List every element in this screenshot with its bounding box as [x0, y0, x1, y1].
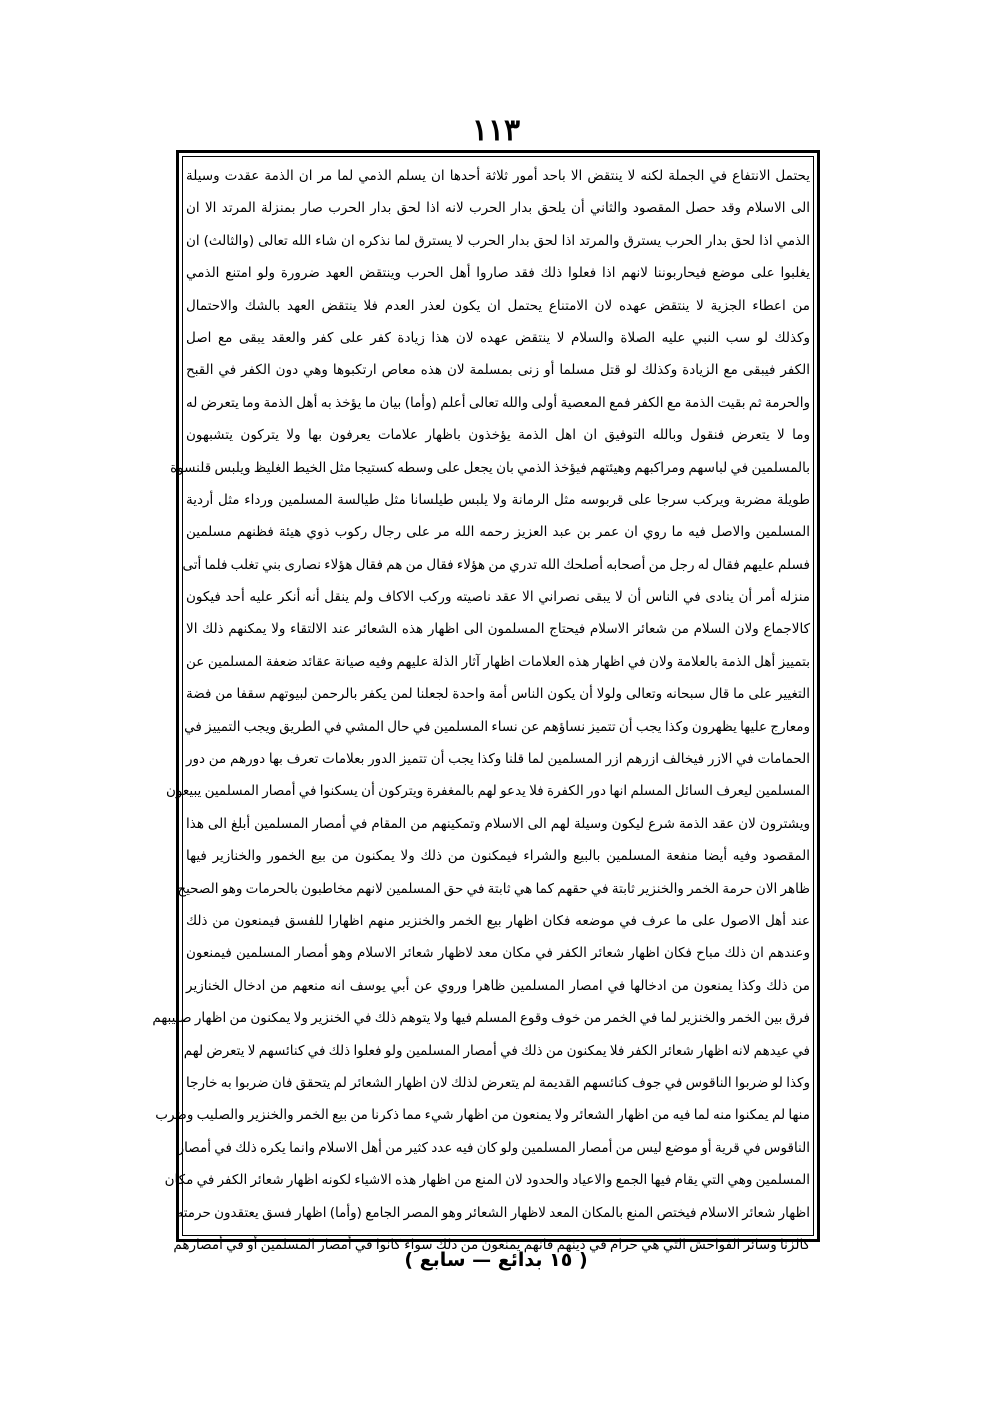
text-line: يحتمل الانتفاع في الجملة لكنه لا ينتقض الا باحد أمور ثلاثة أحدها ان يسلم الذمي لما مر ان الذمة عقدت وسيلة	[186, 168, 810, 184]
text-line: الناقوس في قرية أو موضع ليس من أمصار المسلمين ولو كان فيه عدد كثير من أهل الاسلام وانما يكره ذلك في أمصار	[177, 1139, 810, 1156]
text-line: والحرمة ثم بقيت الذمة مع الكفر فمع المعصية أولى والله تعالى أعلم (وأما) بيان ما يؤخذ به أهل الذمة وما يتعرض له	[186, 394, 810, 411]
text-line: بتمييز أهل الذمة بالعلامة ولان في اظهار هذه العلامات اظهار آثار الذلة عليهم وفيه صيانة عقائد ضعفة المسلمين عن	[186, 653, 810, 670]
text-line: الذمي اذا لحق بدار الحرب يسترق والمرتد اذا لحق بدار الحرب لا يسترق لما نذكره ان شاء الله تعالى (والثالث) ان	[186, 232, 810, 249]
footer-signature: ( ١٥ بدائع — سابع )	[404, 1249, 588, 1271]
text-line: يغلبوا على موضع فيحاربوننا لانهم اذا فعلوا ذلك فقد صاروا أهل الحرب وينتقض العهد ضرورة ولو امتنع الذمي	[186, 265, 810, 282]
text-line: كالاجماع ولان السلام من شعائر الاسلام فيحتاج المسلمون الى اظهار هذه الشعائر عند الالتقاء ولا يمكنهم ذلك الا	[186, 621, 810, 638]
text-line: المقصود وفيه أيضا منفعة المسلمين بالبيع والشراء فيمكنون من ذلك ولا يمكنون من بيع الخمور والخنازير فيها	[186, 848, 810, 865]
text-line: في عيدهم لانه اظهار شعائر الكفر فلا يمكنون من ذلك في أمصار المسلمين ولو فعلوا ذلك في كنائسهم لا يتعرض لهم	[183, 1042, 810, 1059]
text-line: ويشترون لان عقد الذمة شرع ليكون وسيلة لهم الى الاسلام وتمكينهم من المقام في أمصار المسلمين أبلغ الى هذا	[186, 815, 810, 832]
text-line: الكفر فيبقى مع الزيادة وكذلك لو قتل مسلما أو زنى بمسلمة لان هذه معاص ارتكبوها وهي دون الكفر في القبح	[186, 362, 810, 379]
page-number: ١١٣	[471, 113, 521, 148]
text-line: بالمسلمين في لباسهم ومراكبهم وهيئتهم فيؤخذ الذمي بان يجعل على وسطه كستيجا مثل الخيط الغليظ ويلبس قلنسوة	[170, 459, 810, 476]
text-line: فرق بين الخمر والخنزير لما في الخمر من خوف وقوع المسلم فيها ولا يتوهم ذلك في الخنزير ولا يمكنون من اظهار صليبهم	[152, 1010, 810, 1027]
text-line: المسلمين والاصل فيه ما روي ان عمر بن عبد العزيز رحمه الله مر على رجال ركوب ذوي هيئة فظنهم مسلمين	[186, 524, 810, 541]
text-line: طويلة مضربة ويركب سرجا على قربوسه مثل الرمانة ولا يلبس طيلسانا مثل طيالسة المسلمين ورداء مثل أردية	[186, 491, 810, 508]
text-line: اظهار شعائر الاسلام فيختص المنع بالمكان المعد لاظهار الشعائر وهو المصر الجامع (وأما) اظهار فسق يعتقدون حرمته	[176, 1204, 810, 1221]
text-line: ومعارج عليها يظهرون وكذا يجب أن تتميز نساؤهم عن نساء المسلمين في حال المشي في الطريق ويجب التمييز في	[184, 718, 810, 735]
main-text-body	[152, 160, 810, 1253]
text-line: فسلم عليهم فقال له رجل من أصحابه أصلحك الله تدري من هؤلاء فقال من هم فقال هؤلاء نصارى بني تغلب فلما أتى	[182, 556, 810, 573]
text-line: وكذلك لو سب النبي عليه الصلاة والسلام لا ينتقض عهده لان هذا زيادة كفر على كفر والعقد يبقى مع اصل	[186, 329, 810, 346]
text-line: الحمامات في الازر فيخالف ازرهم ازر المسلمين لما قلنا وكذا يجب أن تتميز الدور بعلامات تعرف بها دورهم من دور	[186, 751, 810, 768]
text-line: من ذلك وكذا يمنعون من ادخالها في امصار المسلمين ظاهرا وروي عن أبي يوسف انه منعهم من ادخال الخنازير	[186, 977, 810, 994]
text-line: وعندهم ان ذلك مباح فكان اظهار شعائر الكفر في مكان معد لاظهار شعائر الاسلام وهو أمصار المسلمين فيمنعون	[186, 945, 810, 962]
text-line: منزله أمر أن ينادى في الناس أن لا يبقى نصراني الا عقد ناصيته وركب الاكاف ولم ينقل أنه أنكر عليه أحد فيكون	[186, 589, 810, 606]
text-line: كالزنا وسائر الفواحش التي هي حرام في دينهم فانهم يمنعون من ذلك سواء كانوا في أمصار المسلمين أو في أمصارهم	[173, 1236, 810, 1253]
text-line: من اعطاء الجزية لا ينتقض عهده لان الامتناع يحتمل ان يكون لعذر العدم فلا ينتقض العهد بالشك والاحتمال	[186, 297, 810, 314]
text-line: وكذا لو ضربوا الناقوس في جوف كنائسهم القديمة لم يتعرض لذلك لان اظهار الشعائر لم يتحقق فان ضربوا به خارجا	[186, 1074, 810, 1091]
text-line: الى الاسلام وقد حصل المقصود والثاني أن يلحق بدار الحرب لانه اذا لحق بدار الحرب صار بمنزلة المرتد الا ان	[186, 200, 810, 217]
text-line: ظاهر الان حرمة الخمر والخنزير ثابتة في حقهم كما هي ثابتة في حق المسلمين لانهم مخاطبون بالحرمات وهو الصحيح	[177, 880, 810, 897]
text-line: المسلمين ليعرف السائل المسلم انها دور الكفرة فلا يدعو لهم بالمغفرة ويتركون أن يسكنوا في أمصار المسلمين يبيعون	[165, 783, 810, 800]
text-line: وما لا يتعرض فنقول وبالله التوفيق ان اهل الذمة يؤخذون باظهار علامات يعرفون بها ولا يتركون يتشبهون	[186, 427, 810, 444]
text-line: التغيير على ما قال سبحانه وتعالى ولولا أن يكون الناس أمة واحدة لجعلنا لمن يكفر بالرحمن لبيوتهم سقفا من فضة	[186, 686, 810, 703]
text-line: عند أهل الاصول على ما عرف في موضعه فكان اظهار بيع الخمر والخنزير منهم اظهارا للفسق فيمنعون من ذلك	[186, 912, 810, 929]
text-line: منها لم يمكنوا منه لما فيه من اظهار الشعائر ولا يمنعون من اظهار شيء مما ذكرنا من بيع الخمر والخنزير والصليب وضرب	[155, 1107, 810, 1124]
text-line: المسلمين وهي التي يقام فيها الجمع والاعياد والحدود لان المنع من اظهار هذه الاشياء لكونه اظهار شعائر الكفر في مكان	[164, 1172, 810, 1189]
